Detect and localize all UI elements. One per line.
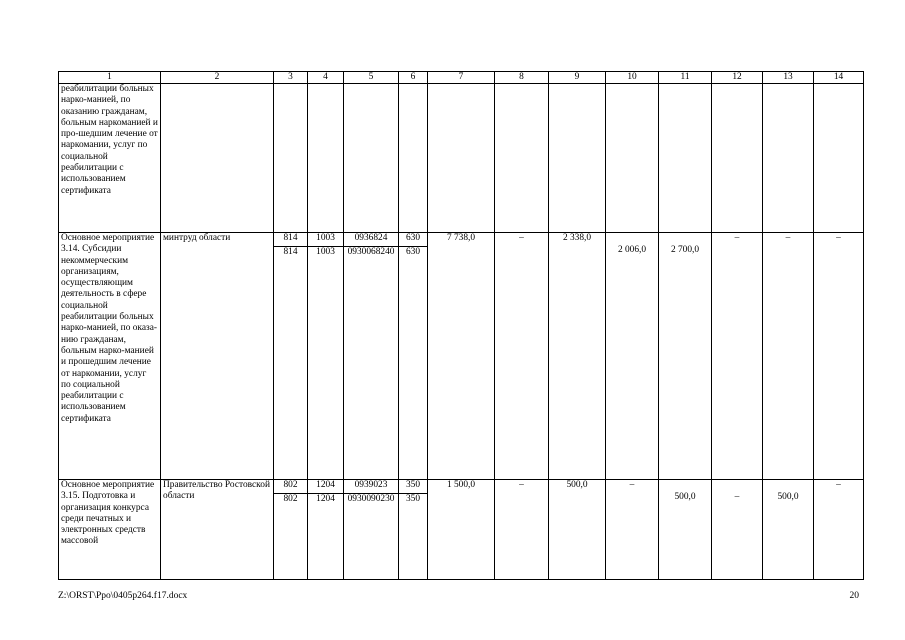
rzpr-cell <box>308 480 344 580</box>
year-value: 500,0 <box>674 492 696 502</box>
table-cell <box>712 84 763 233</box>
table-cell <box>814 84 864 233</box>
header-cell: 7 <box>428 72 495 84</box>
vr-value-alt: 630 <box>399 246 427 258</box>
header-cell: 3 <box>274 72 308 84</box>
header-row <box>59 72 864 84</box>
year-cell <box>659 233 712 480</box>
header-cell: 12 <box>712 72 763 84</box>
year-value: – <box>734 492 740 502</box>
table-cell <box>399 84 428 233</box>
vr-cell <box>399 480 428 580</box>
csr-value-alt: 0930090230 <box>344 493 398 505</box>
rzpr-value-alt: 1003 <box>308 246 343 258</box>
year-cell <box>763 480 814 580</box>
table-cell <box>495 84 549 233</box>
year-cell: 2 338,0 <box>549 233 606 480</box>
total-cell: 1 500,0 <box>428 480 495 580</box>
year-cell: – <box>606 480 659 580</box>
rzpr-value-alt: 1204 <box>308 493 343 505</box>
header-cell: 1 <box>59 72 161 84</box>
measure-name-cell: реабилитации больных нарко-манией, по оказанию гражданам, больным наркоманией и про-шедшим лечение от наркомании, услуг по социальной реабилитации с использованием сертификата <box>59 84 161 233</box>
table-cell <box>763 84 814 233</box>
grbs-value-alt: 802 <box>274 493 307 505</box>
rzpr-value: 1003 <box>316 233 335 243</box>
grbs-value: 814 <box>283 233 298 243</box>
table-cell <box>344 84 399 233</box>
vr-cell <box>399 233 428 480</box>
csr-cell <box>344 233 399 480</box>
year-cell: – <box>763 233 814 480</box>
vr-value: 630 <box>405 233 421 243</box>
vr-value-alt: 350 <box>399 493 427 505</box>
grbs-value-alt: 814 <box>274 246 307 258</box>
measure-name-cell: Основное мероприятие 3.14. Субсидии некоммерческим организациям, осуществляющим деятельность в сфере социальной реабилитации больных нарко-манией, по оказа-нию гражданам, больным нарко-манией и прошедшим лечение от наркомании, услуг по социальной реабилитации с использованием сертификата <box>59 233 161 480</box>
year-value: 2 006,0 <box>617 245 647 255</box>
year-cell: – <box>814 233 864 480</box>
header-cell: 11 <box>659 72 712 84</box>
header-cell: 14 <box>814 72 864 84</box>
csr-value: 0936824 <box>354 233 388 243</box>
year-cell: 500,0 <box>549 480 606 580</box>
budget-table <box>58 71 864 580</box>
executor-cell: минтруд области <box>161 233 274 480</box>
csr-value-alt: 0930068240 <box>344 246 398 258</box>
rzpr-cell <box>308 233 344 480</box>
header-cell: 4 <box>308 72 344 84</box>
header-cell: 8 <box>495 72 549 84</box>
year-value: 500,0 <box>777 492 799 502</box>
measure-name-cell: Основное мероприятие 3.15. Подготовка и организация конкурса среди печатных и электронных средств массовой <box>59 480 161 580</box>
year-cell: – <box>814 480 864 580</box>
table-cell <box>161 84 274 233</box>
header-cell: 13 <box>763 72 814 84</box>
table-cell <box>428 84 495 233</box>
year-value: 2 700,0 <box>670 245 700 255</box>
table-cell <box>274 84 308 233</box>
executor-cell: Правительство Ростовской области <box>161 480 274 580</box>
rzpr-value: 1204 <box>316 480 335 490</box>
year-cell: – <box>495 233 549 480</box>
table-cell <box>549 84 606 233</box>
table-cell <box>659 84 712 233</box>
year-cell: – <box>712 233 763 480</box>
year-cell <box>659 480 712 580</box>
grbs-cell <box>274 233 308 480</box>
vr-value: 350 <box>405 480 421 490</box>
footer-page-number: 20 <box>849 591 859 601</box>
header-cell: 10 <box>606 72 659 84</box>
table-row <box>59 84 864 233</box>
year-cell: – <box>495 480 549 580</box>
grbs-cell <box>274 480 308 580</box>
footer-file-path: Z:\ORST\Ppo\0405p264.f17.docx <box>58 591 188 601</box>
table-cell <box>606 84 659 233</box>
total-cell: 7 738,0 <box>428 233 495 480</box>
csr-value: 0939023 <box>354 480 388 490</box>
header-cell: 2 <box>161 72 274 84</box>
table-row <box>59 480 864 580</box>
year-cell <box>606 233 659 480</box>
table-cell <box>308 84 344 233</box>
year-cell <box>712 480 763 580</box>
header-cell: 5 <box>344 72 399 84</box>
header-cell: 6 <box>399 72 428 84</box>
table-row <box>59 233 864 480</box>
csr-cell <box>344 480 399 580</box>
grbs-value: 802 <box>283 480 298 490</box>
header-cell: 9 <box>549 72 606 84</box>
